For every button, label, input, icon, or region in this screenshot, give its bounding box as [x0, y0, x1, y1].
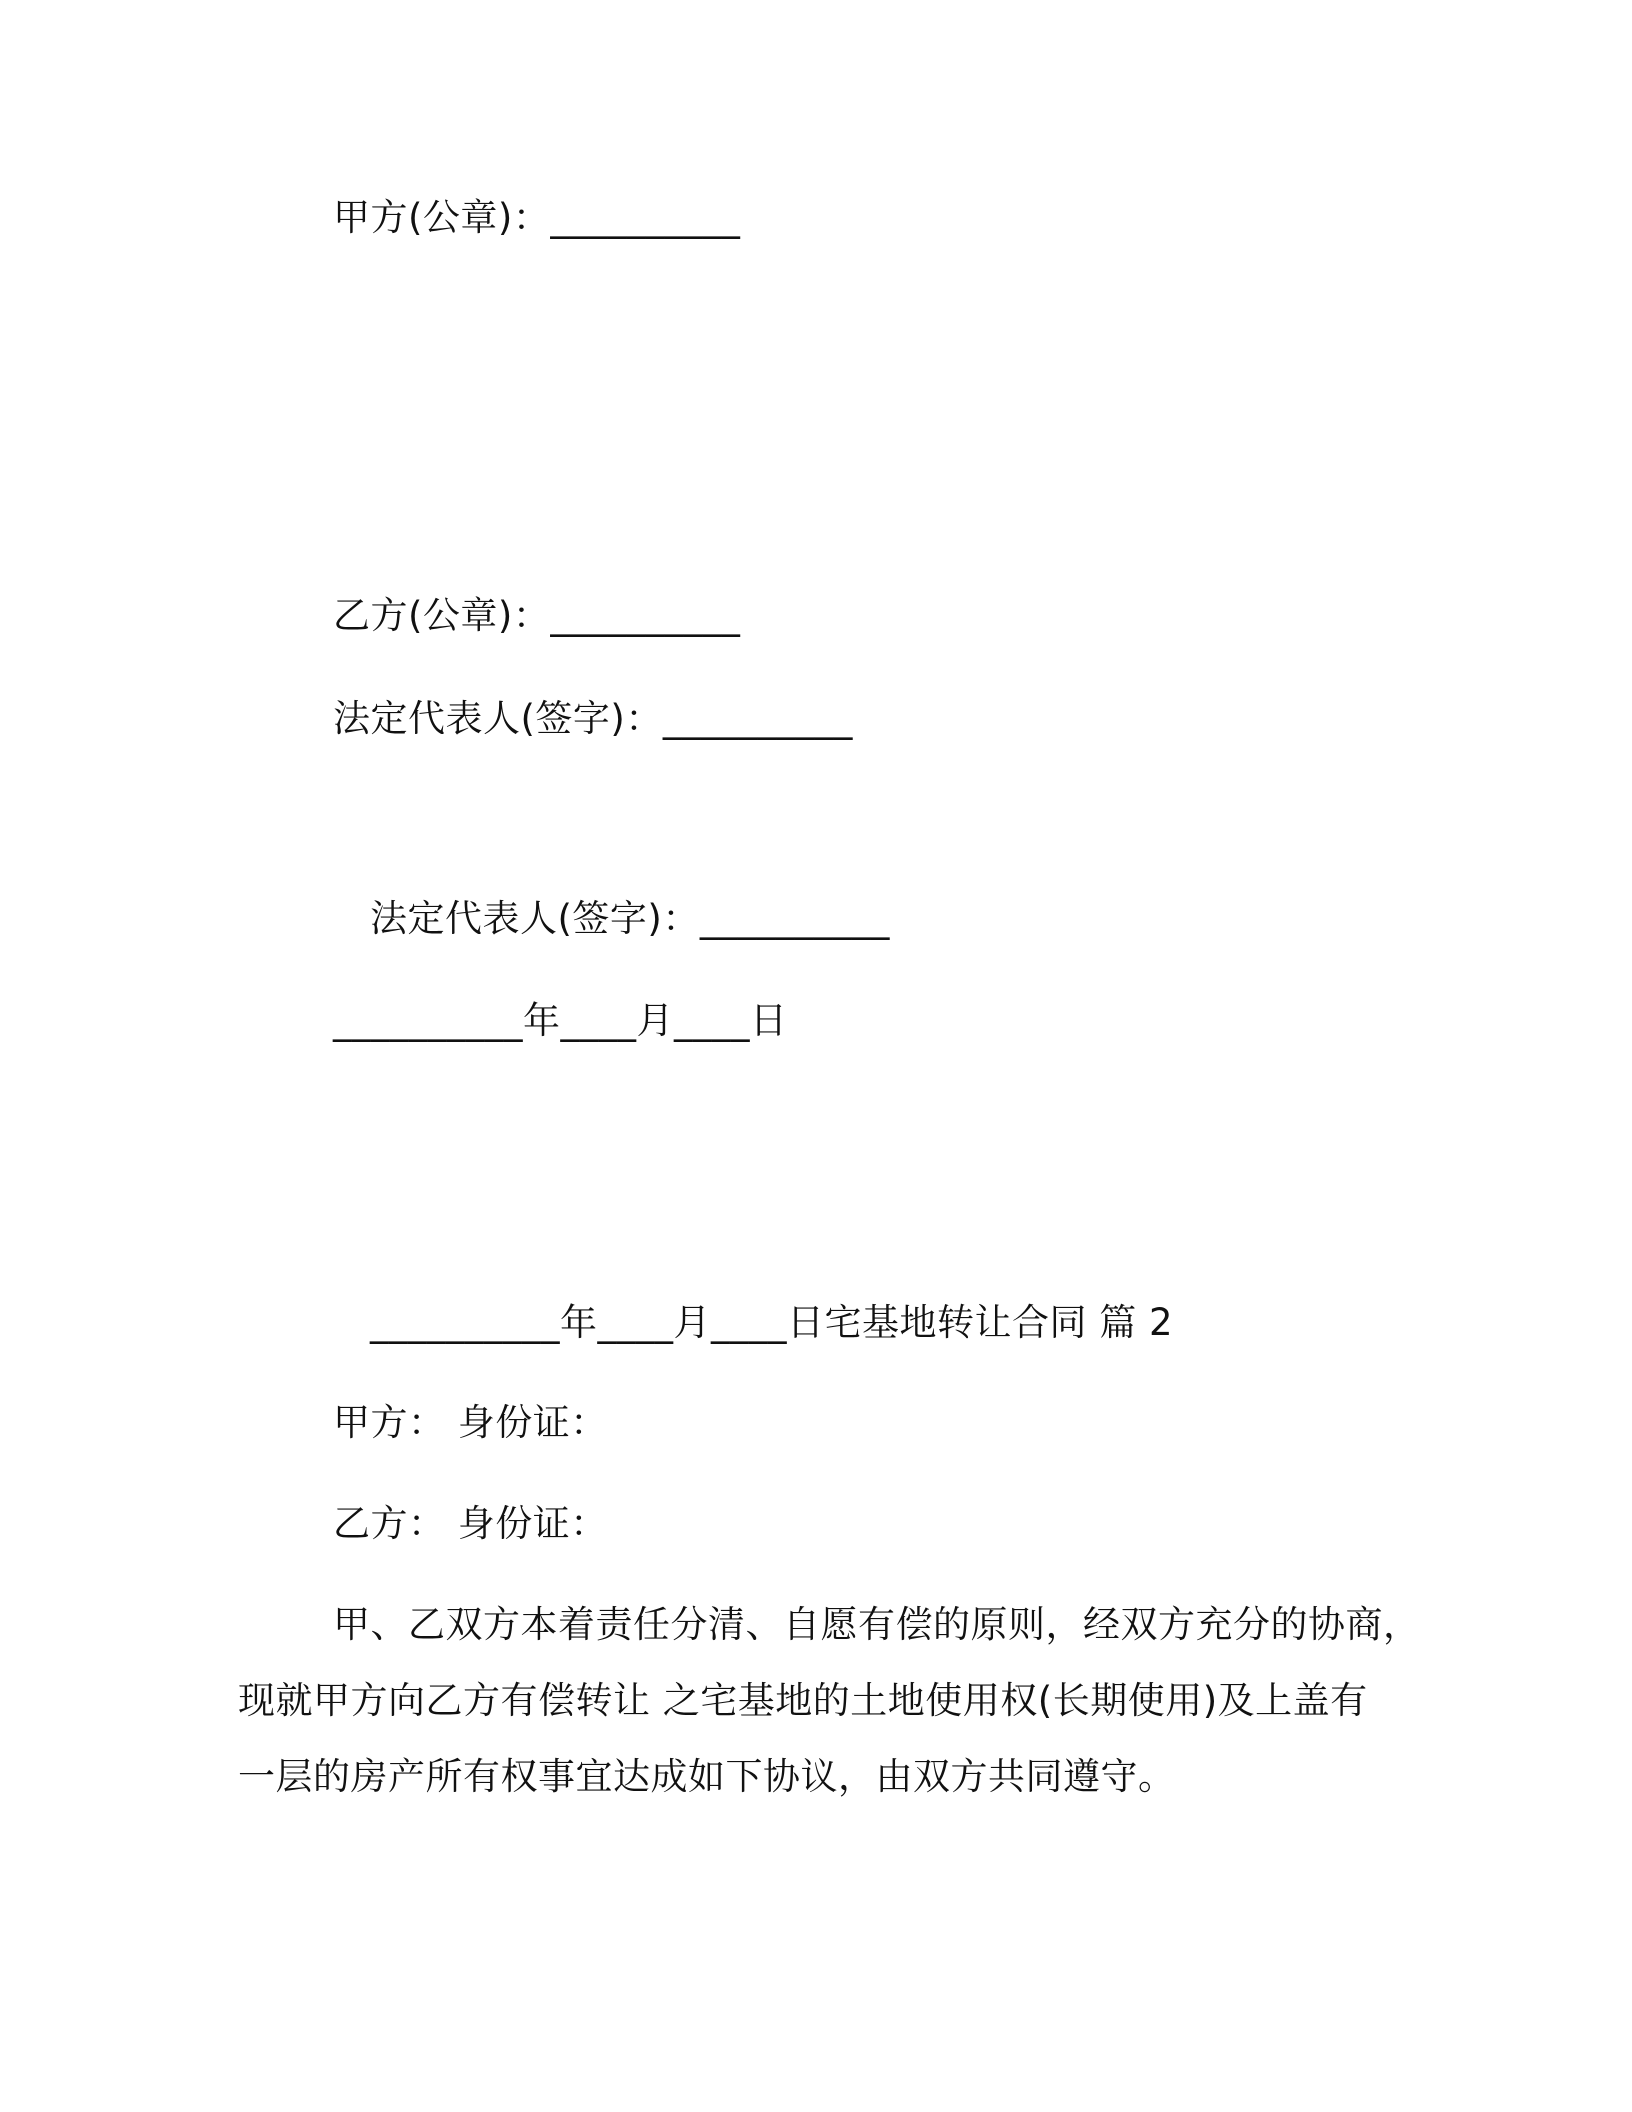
paragraph-line-1: 甲、乙双方本着责任分清、自愿有偿的原则，经双方充分的协商， — [333, 1603, 1421, 1646]
party-a-seal-line: 甲方(公章)：__________ — [333, 196, 741, 239]
party-a-id-line: 甲方： 身份证： — [333, 1401, 608, 1444]
legal-representative-signature-line-a: 法定代表人(签字)：__________ — [333, 697, 853, 740]
paragraph-line-3: 一层的房产所有权事宜达成如下协议，由双方共同遵守。 — [238, 1755, 1176, 1798]
contract-title-line: __________年____月____日宅基地转让合同 篇 2 — [370, 1301, 1174, 1344]
party-b-seal-line: 乙方(公章)：__________ — [333, 594, 741, 637]
party-b-id-line: 乙方： 身份证： — [333, 1502, 608, 1545]
date-line: __________年____月____日 — [333, 999, 788, 1042]
paragraph-line-2: 现就甲方向乙方有偿转让 之宅基地的土地使用权(长期使用)及上盖有 — [238, 1679, 1368, 1722]
legal-representative-signature-line-b: 法定代表人(签字)：__________ — [370, 897, 890, 940]
